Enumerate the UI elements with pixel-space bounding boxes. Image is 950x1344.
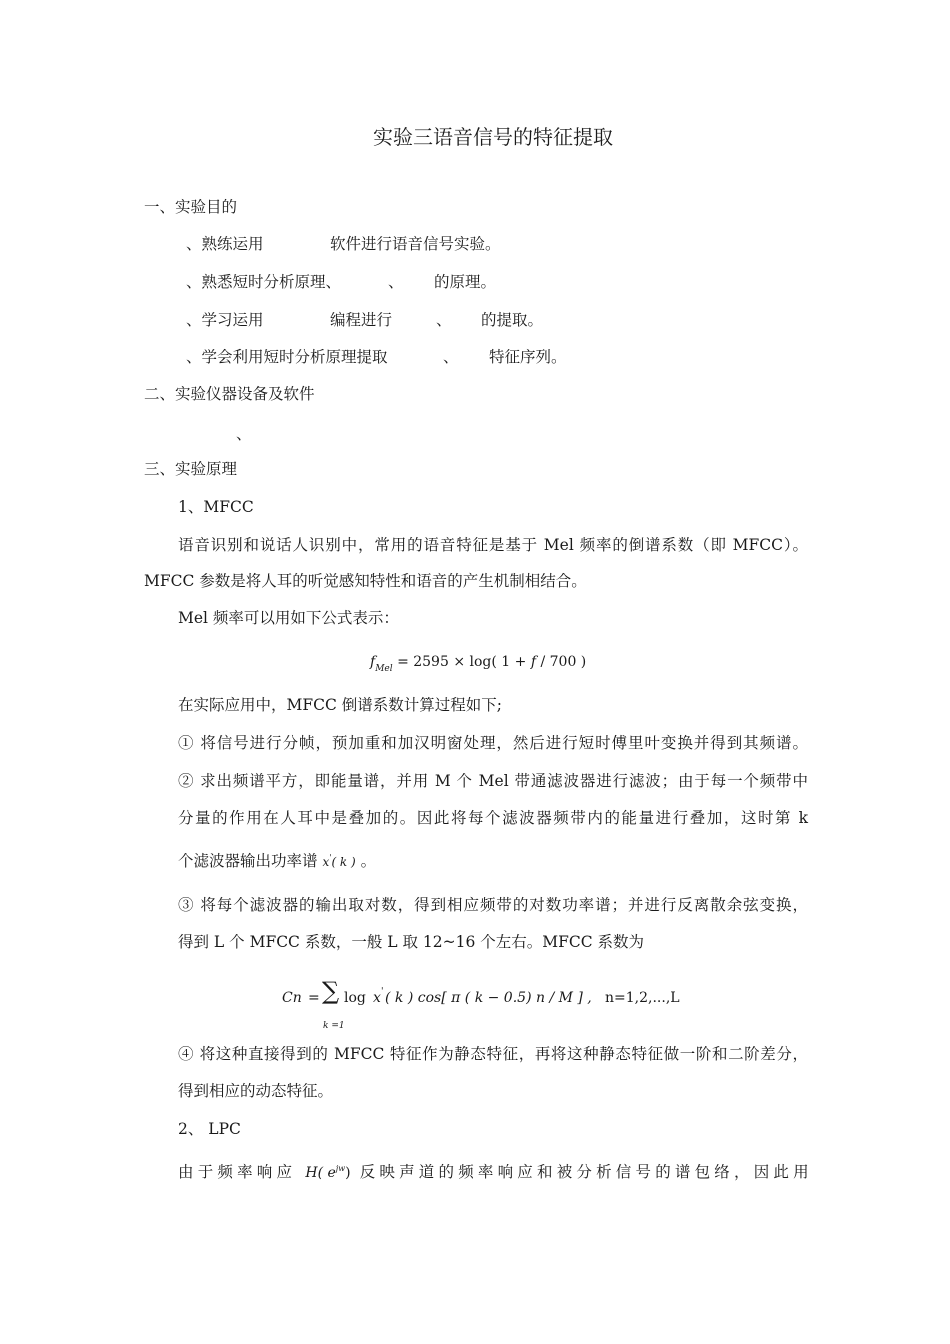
mel-formula-intro: Mel 频率可以用如下公式表示： [178,609,399,627]
step-4-line-2: 得到相应的动态特征。 [178,1082,334,1100]
mfcc-paragraph-line-1: 语音识别和说话人识别中，常用的语音特征是基于 Mel 频率的倒谱系数（即 MFCC）。 [178,536,808,554]
mfcc-paragraph-line-2: MFCC 参数是将人耳的听觉感知特性和语音的产生机制相结合。 [144,572,587,590]
step-2-line-3-text: 个滤波器输出功率谱 [178,852,318,870]
section-heading-principles: 三、实验原理 [144,460,238,478]
process-intro: 在实际应用中，MFCC 倒谱系数计算过程如下; [178,696,502,714]
objective-3-text-c: 、 [436,311,452,329]
mfcc-formula-body: ( k ) cos[ π ( k − 0.5) n / M ] , [385,990,592,1006]
step-3-line-2: 得到 L 个 MFCC 系数，一般 L 取 12~16 个左右。MFCC 系数为 [178,933,645,951]
objective-1-text-a: 、熟练运用 [186,235,264,253]
mfcc-formula-prime: ' [381,987,384,997]
mfcc-formula-lhs: Cn [282,990,302,1006]
mel-formula-subscript: Mel [375,664,393,674]
mfcc-formula-eq: = [308,990,320,1006]
mel-formula-f2: f [530,654,537,670]
mel-formula-body: = 2595 × log( 1 + [397,654,527,670]
mfcc-formula-x: x [373,990,381,1006]
power-spectrum-prime: ' [329,853,332,862]
step-2-line-2: 分量的作用在人耳中是叠加的。因此将每个滤波器频带内的能量进行叠加，这时第 k [178,809,808,827]
objective-4-text-c: 特征序列。 [489,348,567,366]
mfcc-formula-sigma: ∑ [322,977,340,1005]
mfcc-formula-range: n=1,2,...,L [605,990,680,1006]
objective-2-text-c: 的原理。 [434,273,497,291]
mel-formula-tail: / 700 ) [540,654,587,670]
section-heading-objectives: 一、实验目的 [144,198,238,216]
equipment-line: 、 [236,425,252,443]
step-2-line-3 [178,851,376,874]
objective-2-text-a: 、熟悉短时分析原理、 [186,273,342,291]
mfcc-formula-lower-limit: k =1 [323,1021,345,1031]
step-4-line-1: ④ 将这种直接得到的 MFCC 特征作为静态特征，再将这种静态特征做一阶和二阶差分， [178,1045,808,1063]
subsection-heading-lpc: 2、 LPC [178,1120,241,1138]
objective-1-text-b: 软件进行语音信号实验。 [330,235,501,253]
objective-4-text-a: 、学会利用短时分析原理提取 [186,348,388,366]
lpc-close: ) [345,1165,351,1181]
lpc-paragraph-line-1 [178,1162,813,1185]
objective-4-text-b: 、 [443,348,459,366]
objective-3-text-b: 编程进行 [330,311,393,329]
objective-3-text-a: 、学习运用 [186,311,264,329]
mel-formula [370,652,586,674]
objective-2-text-b: 、 [388,273,404,291]
power-spectrum-x: x [322,855,330,869]
mfcc-formula-log: log [344,990,366,1006]
mel-formula-f: f [370,654,376,670]
step-1: ① 将信号进行分帧，预加重和加汉明窗处理，然后进行短时傅里叶变换并得到其频谱。 [178,734,808,752]
step-3-line-1: ③ 将每个滤波器的输出取对数，得到相应频带的对数功率谱；并进行反离散余弦变换， [178,896,808,914]
lpc-H: H [305,1165,318,1181]
subsection-heading-mfcc: 1、MFCC [178,498,254,516]
page-title: 实验三语音信号的特征提取 [373,125,613,149]
lpc-text-a: 由于频率响应 [178,1163,297,1181]
lpc-text-b: 反映声道的频率响应和被分析信号的谱包络，因此用 [359,1163,813,1181]
power-spectrum-k: ( k ) [331,855,356,869]
step-2-end: 。 [360,852,377,870]
lpc-sup: jw [335,1164,346,1173]
section-heading-equipment: 二、实验仪器设备及软件 [144,385,315,403]
lpc-paren: ( e [317,1165,336,1181]
objective-3-text-d: 的提取。 [481,311,544,329]
step-2-line-1: ② 求出频谱平方，即能量谱，并用 M 个 Mel 带通滤波器进行滤波；由于每一个频带中 [178,772,808,790]
